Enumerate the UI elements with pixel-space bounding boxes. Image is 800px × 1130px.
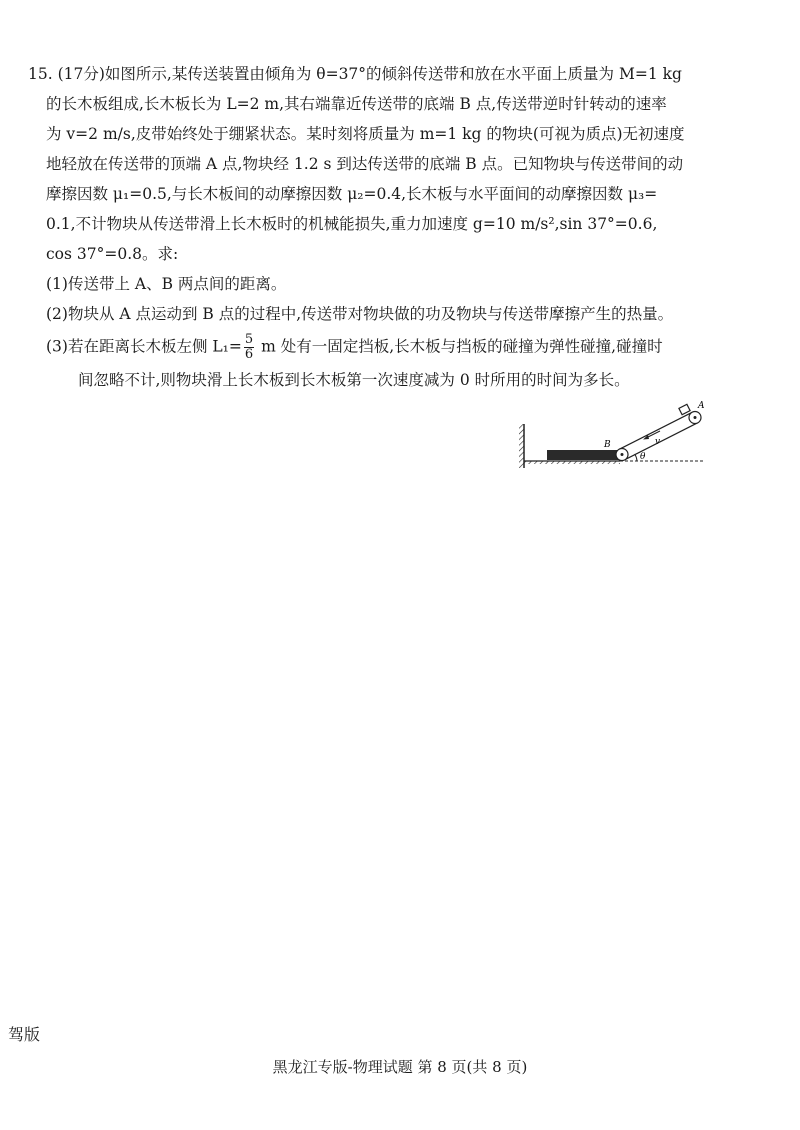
problem-line-1: 15. (17分)如图所示,某传送装置由倾角为 θ=37°的倾斜传送带和放在水平面上质量为 M=1 kg [28, 65, 682, 83]
problem-line-6: 0.1,不计物块从传送带滑上长木板时的机械能损失,重力加速度 g=10 m/s²,sin 37°=0.6, [46, 215, 658, 233]
question-3-continued: 间忽略不计,则物块滑上长木板到长木板第一次速度减为 0 时所用的时间为多长。 [78, 371, 630, 389]
problem-line-3: 为 v=2 m/s,皮带始终处于绷紧状态。某时刻将质量为 m=1 kg 的物块(可视为质点)无初速度 [46, 125, 685, 143]
question-2: (2)物块从 A 点运动到 B 点的过程中,传送带对物块做的功及物块与传送带摩擦产生的热量。 [46, 305, 674, 323]
fraction-l1: $\frac{5}{6}$ [244, 332, 254, 362]
label-v: v [655, 437, 661, 447]
conveyor-belt [616, 412, 701, 461]
conveyor-diagram [515, 398, 715, 474]
page-footer: 黑龙江专版-物理试题 第 8 页(共 8 页) [272, 1058, 528, 1076]
problem-line-4: 地轻放在传送带的顶端 A 点,物块经 1.2 s 到达传送带的底端 B 点。已知物块与传送带间的动 [46, 155, 684, 173]
label-b: B [604, 440, 611, 450]
problem-line-2: 的长木板组成,长木板长为 L=2 m,其右端靠近传送带的底端 B 点,传送带逆时针转动的速率 [46, 95, 667, 113]
label-a: A [698, 401, 705, 411]
angle-arc [635, 454, 637, 461]
side-mark: 驾版 [8, 1025, 41, 1044]
question-1: (1)传送带上 A、B 两点间的距离。 [46, 275, 287, 293]
long-board [547, 450, 619, 460]
ground [524, 461, 705, 464]
label-theta: θ [640, 452, 646, 462]
problem-line-5: 摩擦因数 μ₁=0.5,与长木板间的动摩擦因数 μ₂=0.4,长木板与水平面间的动摩擦因数 μ₃= [46, 185, 658, 203]
problem-line-7: cos 37°=0.8。求: [46, 245, 179, 263]
question-3: (3)若在距离长木板左侧 L₁= $\frac{5}{6}$ m 处有一固定挡板,长木板与挡板的碰撞为弹性碰撞,碰撞时 [46, 332, 663, 362]
block [679, 404, 690, 414]
fixed-wall [519, 424, 524, 468]
